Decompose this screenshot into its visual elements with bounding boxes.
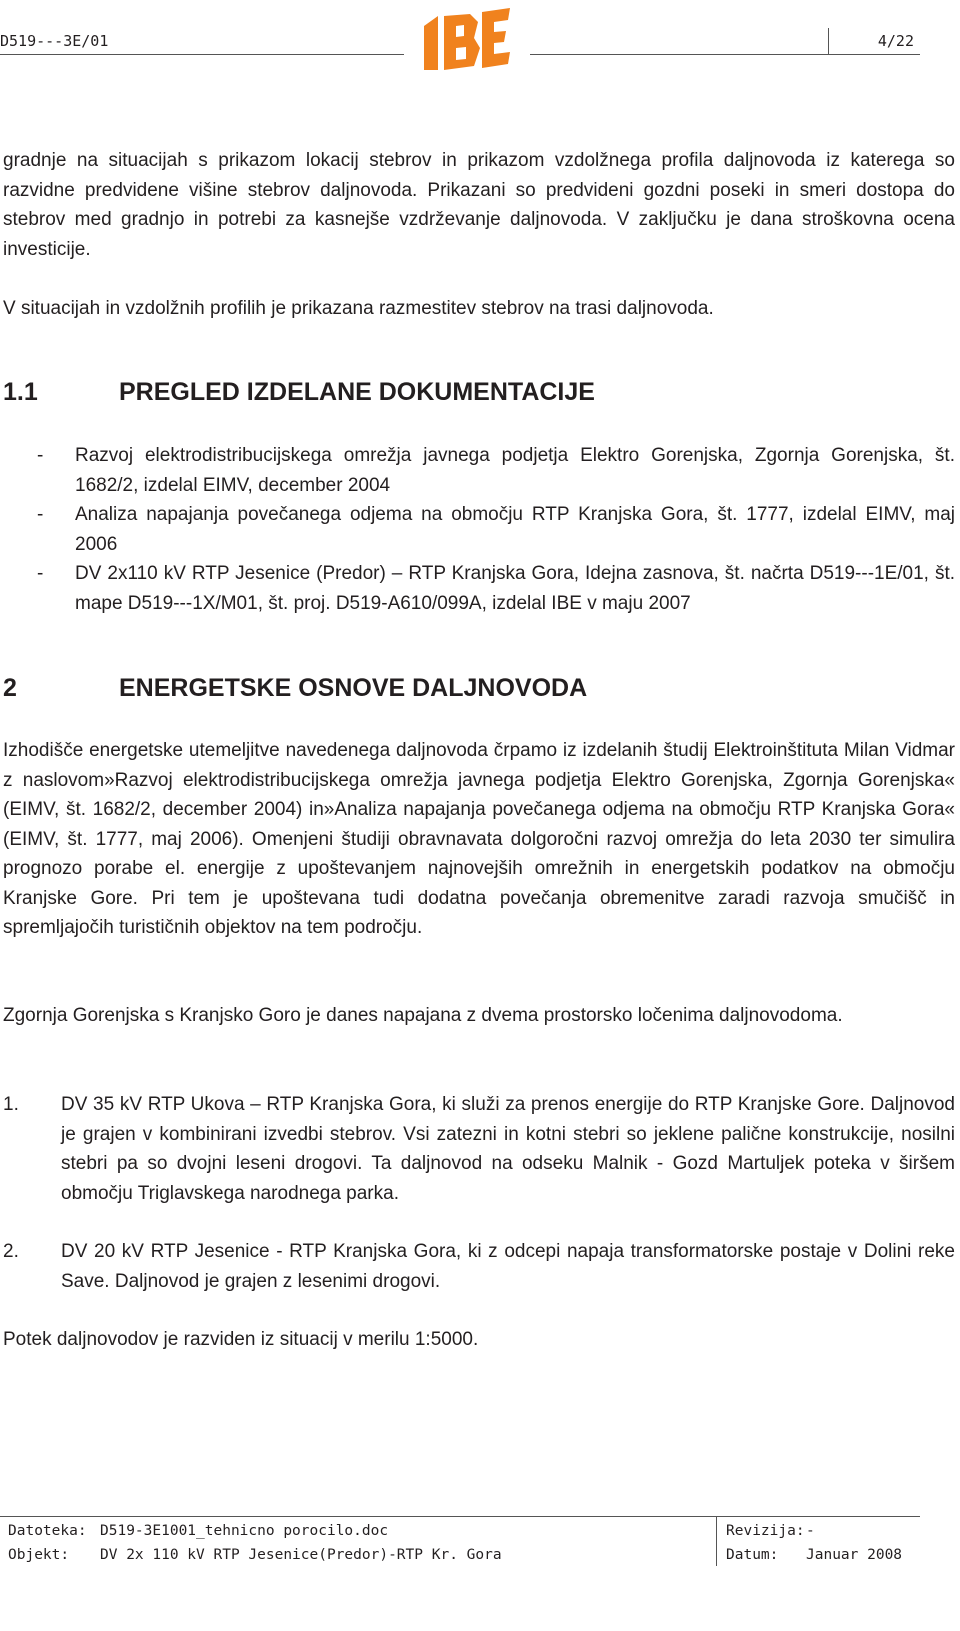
ibe-logo [418,4,514,74]
section-number: 2 [3,674,17,702]
footer-datum-label: Datum: [726,1547,779,1563]
bullet-dash: - [37,504,44,525]
footer-datoteka-value: D519-3E1001_tehnicno porocilo.doc [100,1523,389,1539]
section-number: 1.1 [3,378,38,406]
footer-revizija-value: - [806,1523,815,1539]
footer-divider [716,1516,717,1566]
footer-rule [0,1516,920,1517]
footer-objekt-label: Objekt: [8,1547,70,1563]
page-number: 4/22 [877,32,914,50]
list-item-text: DV 2x110 kV RTP Jesenice (Predor) – RTP Kranjska Gora, Idejna zasnova, št. načrta D519---1E/01, št. mape D519---1X/M01, št. proj. D519-A610/099A, izdelal IBE v maju 2007 [75,563,955,614]
paragraph: Zgornja Gorenjska s Kranjsko Goro je danes napajana z dvema prostorsko ločenima daljnovodoma. [3,1005,843,1026]
header-rule-right [530,54,920,55]
bullet-dash: - [37,563,44,584]
item-text: DV 20 kV RTP Jesenice - RTP Kranjska Gora, ki z odcepi napaja transformatorske postaje v Dolini reke Save. Daljnovod je grajen z lesenimi drogovi. [61,1241,955,1292]
header-divider [828,28,829,54]
section-title: ENERGETSKE OSNOVE DALJNOVODA [119,674,588,702]
bullet-dash: - [37,445,44,466]
section-heading-2 [3,674,903,706]
section-heading-1-1 [3,378,903,410]
paragraph: gradnje na situacijah s prikazom lokacij stebrov in prikazom vzdolžnega profila daljnovoda iz katerega so razvidne predvidene višine stebrov daljnovoda. Prikazani so predvideni gozdni poseki in smeri dostopa do stebrov med gradnjo in potrebi za kasnejše vzdrževanje daljnovoda. V zaključku je dana stroškovna ocena investicije. [3,150,955,260]
paragraph: V situacijah in vzdolžnih profilih je prikazana razmestitev stebrov na trasi daljnovoda. [3,298,714,319]
footer-objekt-value: DV 2x 110 kV RTP Jesenice(Predor)-RTP Kr. Gora [100,1547,502,1563]
header-rule-left [0,54,404,55]
paragraph: Potek daljnovodov je razviden iz situacij v merilu 1:5000. [3,1329,479,1350]
document-code: D519---3E/01 [0,32,109,50]
footer-revizija-label: Revizija: [726,1523,805,1539]
item-text: DV 35 kV RTP Ukova – RTP Kranjska Gora, ki služi za prenos energije do RTP Kranjske Gore. Daljnovod je grajen v kombinirani izvedbi stebrov. Vsi zatezni in kotni stebri so jeklene palične konstrukcije, nosilni stebri pa so dvojni leseni drogovi. Ta daljnovod na odseku Malnik - Gozd Martuljek poteka v širšem območju Triglavskega narodnega parka. [61,1094,955,1204]
footer-datoteka-label: Datoteka: [8,1523,87,1539]
list-item-text: Analiza napajanja povečanega odjema na območju RTP Kranjska Gora, št. 1777, izdelal EIMV, maj 2006 [75,504,955,555]
item-number: 2. [3,1241,19,1262]
list-item-text: Razvoj elektrodistribucijskega omrežja javnega podjetja Elektro Gorenjska, Zgornja Gorenjska, št. 1682/2, izdelal EIMV, december 2004 [75,445,955,496]
item-number: 1. [3,1094,19,1115]
paragraph: Izhodišče energetske utemeljitve navedenega daljnovoda črpamo iz izdelanih študij Elektroinštituta Milan Vidmar z naslovom»Razvoj elektrodistribucijskega omrežja javnega podjetja Elektro Gorenjska, Zgornja Gorenjska« (EIMV, št. 1682/2, december 2004) in»Analiza napajanja povečanega odjema na območju RTP Kranjska Gora« (EIMV, št. 1777, maj 2006). Omenjeni študiji obravnavata dolgoročni razvoj omrežja do leta 2030 ter simulira prognozo porabe el. energije z upoštevanjem najnovejših omrežnih in energetskih podatkov na območju Kranjske Gore. Pri tem je upoštevana tudi dodatna povečanja obremenitve zaradi razvoja smučišč in spremljajočih turističnih objektov na tem področju. [3,740,955,938]
footer-datum-value: Januar 2008 [806,1547,903,1563]
section-title: PREGLED IZDELANE DOKUMENTACIJE [119,378,595,406]
